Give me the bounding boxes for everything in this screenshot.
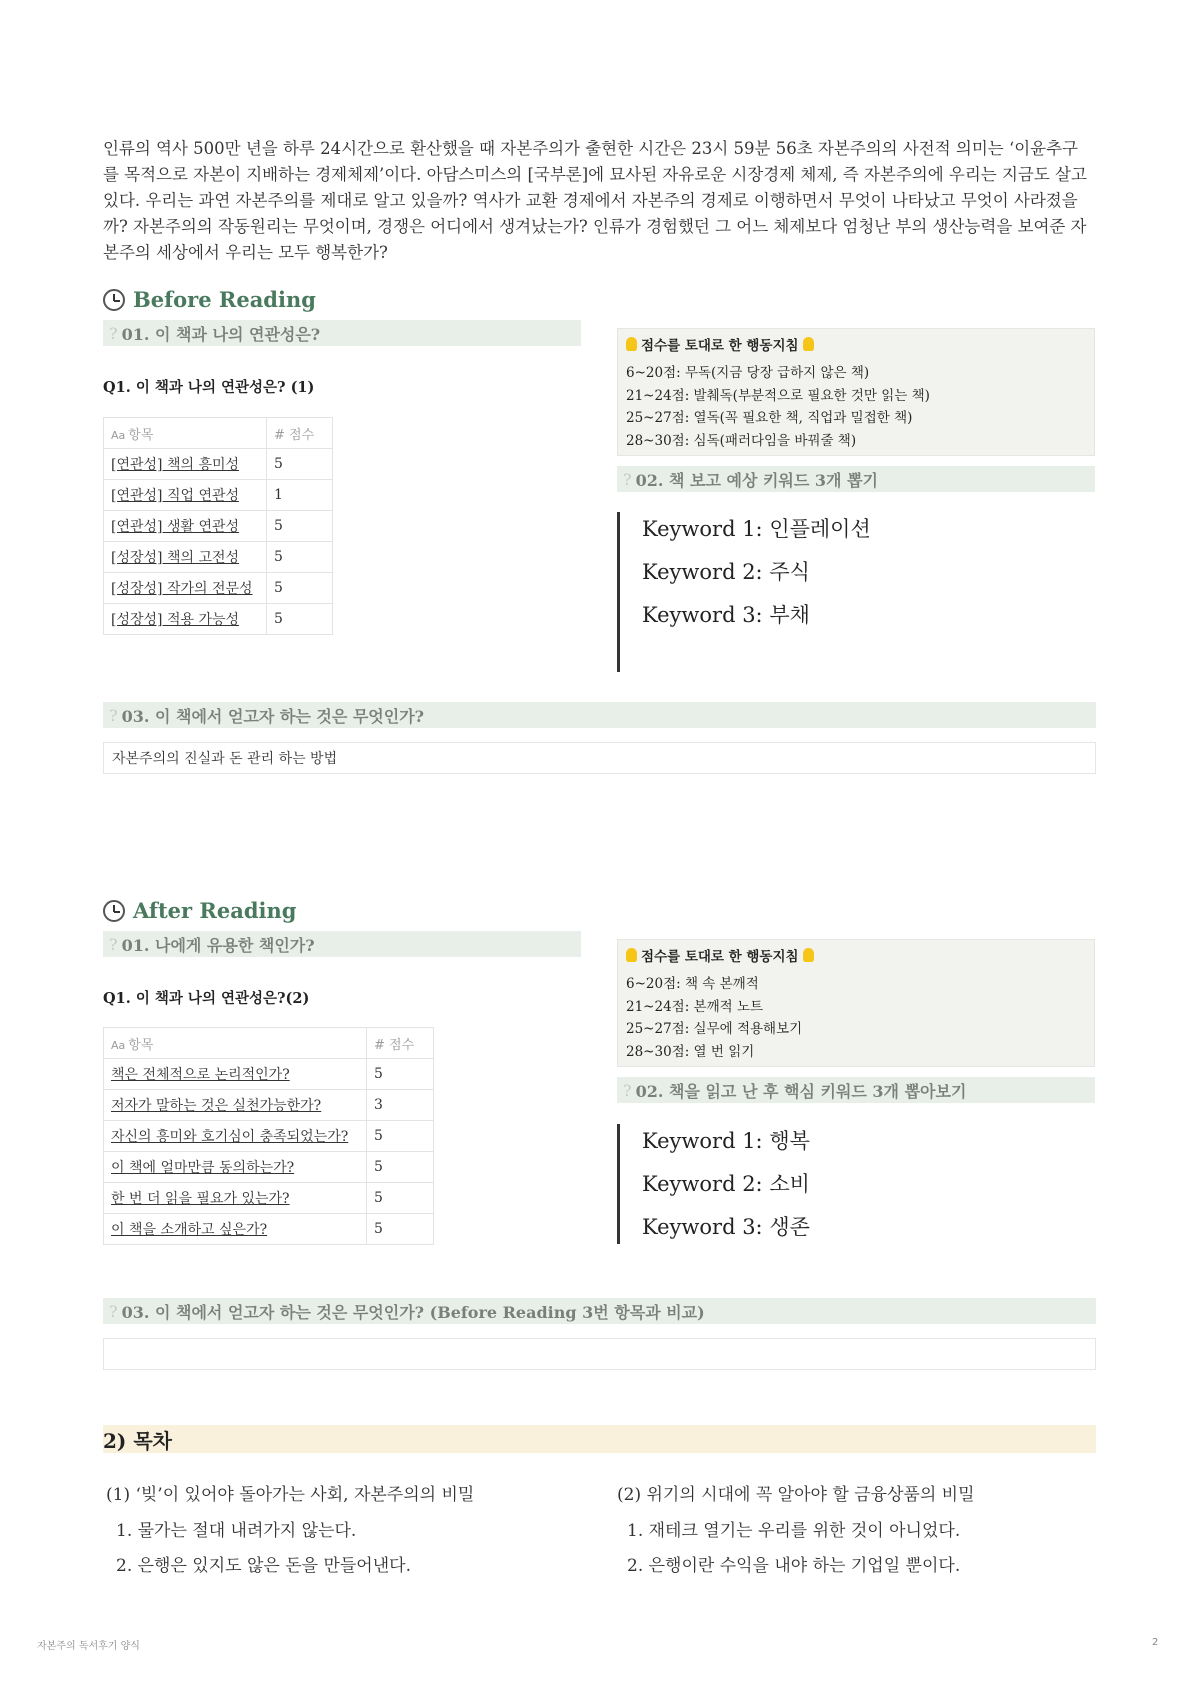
- before-q1-heading: Q1. 이 책과 나의 연관성은? (1): [103, 379, 315, 396]
- table-row[interactable]: [104, 573, 333, 604]
- item-link[interactable]: 저자가 말하는 것은 실천가능한가?: [104, 1090, 367, 1121]
- score-cell: 5: [267, 511, 333, 542]
- after-answer-field[interactable]: [103, 1338, 1096, 1370]
- keyword-line: Keyword 3: 부채: [642, 603, 810, 627]
- guide-line: 28~30점: 심독(패러다임을 바꿔줄 책): [626, 432, 857, 449]
- footer-title: 자본주의 독서후기 양식: [37, 1641, 140, 1652]
- after-q1-heading: Q1. 이 책과 나의 연관성은?(2): [103, 990, 310, 1007]
- score-cell: 3: [367, 1090, 434, 1121]
- before-answer-field[interactable]: 자본주의의 진실과 돈 관리 하는 방법: [103, 742, 1096, 774]
- toc-chapter: (2) 위기의 시대에 꼭 알아야 할 금융상품의 비밀: [617, 1485, 975, 1505]
- item-link[interactable]: 책은 전체적으로 논리적인가?: [104, 1059, 367, 1090]
- table-header-row: [104, 1028, 434, 1059]
- score-cell: 5: [367, 1183, 434, 1214]
- item-link[interactable]: [연관성] 책의 흥미성: [104, 449, 267, 480]
- table-row[interactable]: [104, 1214, 434, 1245]
- score-cell: 5: [367, 1214, 434, 1245]
- guide-line: 28~30점: 열 번 읽기: [626, 1043, 755, 1060]
- after-action-guide: [617, 939, 1095, 1067]
- toc-left-column: [106, 1480, 586, 1586]
- item-link[interactable]: [성장성] 작가의 전문성: [104, 573, 267, 604]
- after-q03-bar: ? 03. 이 책에서 얻고자 하는 것은 무엇인가? (Before Reading 3번 항목과 비교): [103, 1298, 1096, 1324]
- guide-line: 6~20점: 무독(지금 당장 급하지 않은 책): [626, 365, 870, 381]
- before-q01-bar: ? 01. 이 책과 나의 연관성은?: [103, 320, 581, 346]
- table-row[interactable]: [104, 511, 333, 542]
- keyword-line: Keyword 1: 행복: [642, 1129, 810, 1153]
- before-keyword-box: [617, 512, 1047, 672]
- table-row[interactable]: [104, 1183, 434, 1214]
- question-icon: ?: [623, 1080, 632, 1100]
- table-row[interactable]: [104, 542, 333, 573]
- score-column-header: # 점수: [267, 418, 333, 449]
- item-link[interactable]: 이 책에 얼마만큼 동의하는가?: [104, 1152, 367, 1183]
- score-cell: 5: [267, 449, 333, 480]
- item-column-header: Aa 항목: [104, 1028, 367, 1059]
- table-row[interactable]: [104, 604, 333, 635]
- item-link[interactable]: [성장성] 책의 고전성: [104, 542, 267, 573]
- lightbulb-icon: [803, 948, 814, 962]
- table-row[interactable]: [104, 1059, 434, 1090]
- question-icon: ?: [109, 934, 118, 954]
- guide-line: 25~27점: 열독(꼭 필요한 책, 직업과 밀접한 책): [626, 410, 913, 426]
- guide-line: 6~20점: 책 속 본깨적: [626, 976, 759, 992]
- clock-icon: [103, 900, 125, 922]
- after-score-table: [103, 1027, 434, 1245]
- guide-title: 점수를 토대로 한 행동지침: [626, 334, 1086, 354]
- score-cell: 5: [367, 1121, 434, 1152]
- toc-item: 2. 은행은 있지도 않은 돈을 만들어낸다.: [116, 1556, 411, 1576]
- item-link[interactable]: [연관성] 생활 연관성: [104, 511, 267, 542]
- guide-line: 21~24점: 본깨적 노트: [626, 998, 764, 1015]
- after-q02-bar: ? 02. 책을 읽고 난 후 핵심 키워드 3개 뽑아보기: [617, 1077, 1095, 1103]
- score-cell: 5: [367, 1059, 434, 1090]
- keyword-line: Keyword 2: 주식: [642, 560, 810, 584]
- guide-line: 25~27점: 실무에 적용해보기: [626, 1021, 803, 1037]
- item-link[interactable]: 한 번 더 읽을 필요가 있는가?: [104, 1183, 367, 1214]
- after-q01-bar: ? 01. 나에게 유용한 책인가?: [103, 931, 581, 957]
- before-q03-bar: ? 03. 이 책에서 얻고자 하는 것은 무엇인가?: [103, 702, 1096, 728]
- table-row[interactable]: [104, 449, 333, 480]
- question-icon: ?: [109, 1301, 118, 1321]
- table-header-row: [104, 418, 333, 449]
- toc-right-column: [617, 1480, 1095, 1586]
- lightbulb-icon: [626, 948, 637, 962]
- question-icon: ?: [623, 469, 632, 489]
- score-cell: 1: [267, 480, 333, 511]
- before-q02-bar: ? 02. 책 보고 예상 키워드 3개 뽑기: [617, 466, 1095, 492]
- toc-item: 2. 은행이란 수익을 내야 하는 기업일 뿐이다.: [627, 1556, 961, 1576]
- keyword-line: Keyword 3: 생존: [642, 1215, 810, 1239]
- guide-title: 점수를 토대로 한 행동지침: [626, 945, 1086, 965]
- before-reading-title: Before Reading: [103, 287, 316, 312]
- lightbulb-icon: [803, 337, 814, 351]
- intro-paragraph: 인류의 역사 500만 년을 하루 24시간으로 환산했을 때 자본주의가 출현한 시간은 23시 59분 56초 자본주의의 사전적 의미는 ‘이윤추구를 목적으로 자본이 지배하는 경제체제’이다. 아담스미스의 [국부론]에 묘사된 자유로운 시장경제 체제, 즉 자본주의에 우리는 지금도 살고 있다. 우리는 과연 자본주의를 제대로 알고 있을까? 역사가 교환 경제에서 자본주의 경제로 이행하면서 무엇이 나타났고 무엇이 사라졌을까? 자본주의의 작동원리는 무엇이며, 경쟁은 어디에서 생겨났는가? 인류가 경험했던 그 어느 체제보다 엄청난 부의 생산능력을 보여준 자본주의 세상에서 우리는 모두 행복한가?: [103, 139, 1087, 262]
- toc-title: 2) 목차: [103, 1425, 1096, 1453]
- guide-line: 21~24점: 발췌독(부분적으로 필요한 것만 읽는 책): [626, 387, 930, 404]
- after-keyword-box: [617, 1124, 1047, 1244]
- keyword-line: Keyword 2: 소비: [642, 1172, 810, 1196]
- keyword-line: Keyword 1: 인플레이션: [642, 517, 871, 541]
- score-cell: 5: [267, 573, 333, 604]
- before-score-table: [103, 417, 333, 635]
- table-row[interactable]: [104, 480, 333, 511]
- before-action-guide: [617, 328, 1095, 456]
- table-row[interactable]: [104, 1152, 434, 1183]
- toc-item: 1. 재테크 열기는 우리를 위한 것이 아니었다.: [627, 1521, 961, 1541]
- question-icon: ?: [109, 705, 118, 725]
- item-link[interactable]: [연관성] 직업 연관성: [104, 480, 267, 511]
- score-cell: 5: [267, 604, 333, 635]
- toc-item: 1. 물가는 절대 내려가지 않는다.: [116, 1521, 357, 1541]
- after-reading-title: After Reading: [103, 898, 296, 923]
- item-link[interactable]: 자신의 흥미와 호기심이 충족되었는가?: [104, 1121, 367, 1152]
- table-row[interactable]: [104, 1090, 434, 1121]
- score-cell: 5: [367, 1152, 434, 1183]
- clock-icon: [103, 289, 125, 311]
- item-link[interactable]: [성장성] 적용 가능성: [104, 604, 267, 635]
- item-link[interactable]: 이 책을 소개하고 싶은가?: [104, 1214, 367, 1245]
- toc-chapter: (1) ‘빚’이 있어야 돌아가는 사회, 자본주의의 비밀: [106, 1485, 475, 1505]
- table-row[interactable]: [104, 1121, 434, 1152]
- question-icon: ?: [109, 323, 118, 343]
- page-number: 2: [1152, 1637, 1159, 1648]
- item-column-header: Aa 항목: [104, 418, 267, 449]
- score-column-header: # 점수: [367, 1028, 434, 1059]
- lightbulb-icon: [626, 337, 637, 351]
- score-cell: 5: [267, 542, 333, 573]
